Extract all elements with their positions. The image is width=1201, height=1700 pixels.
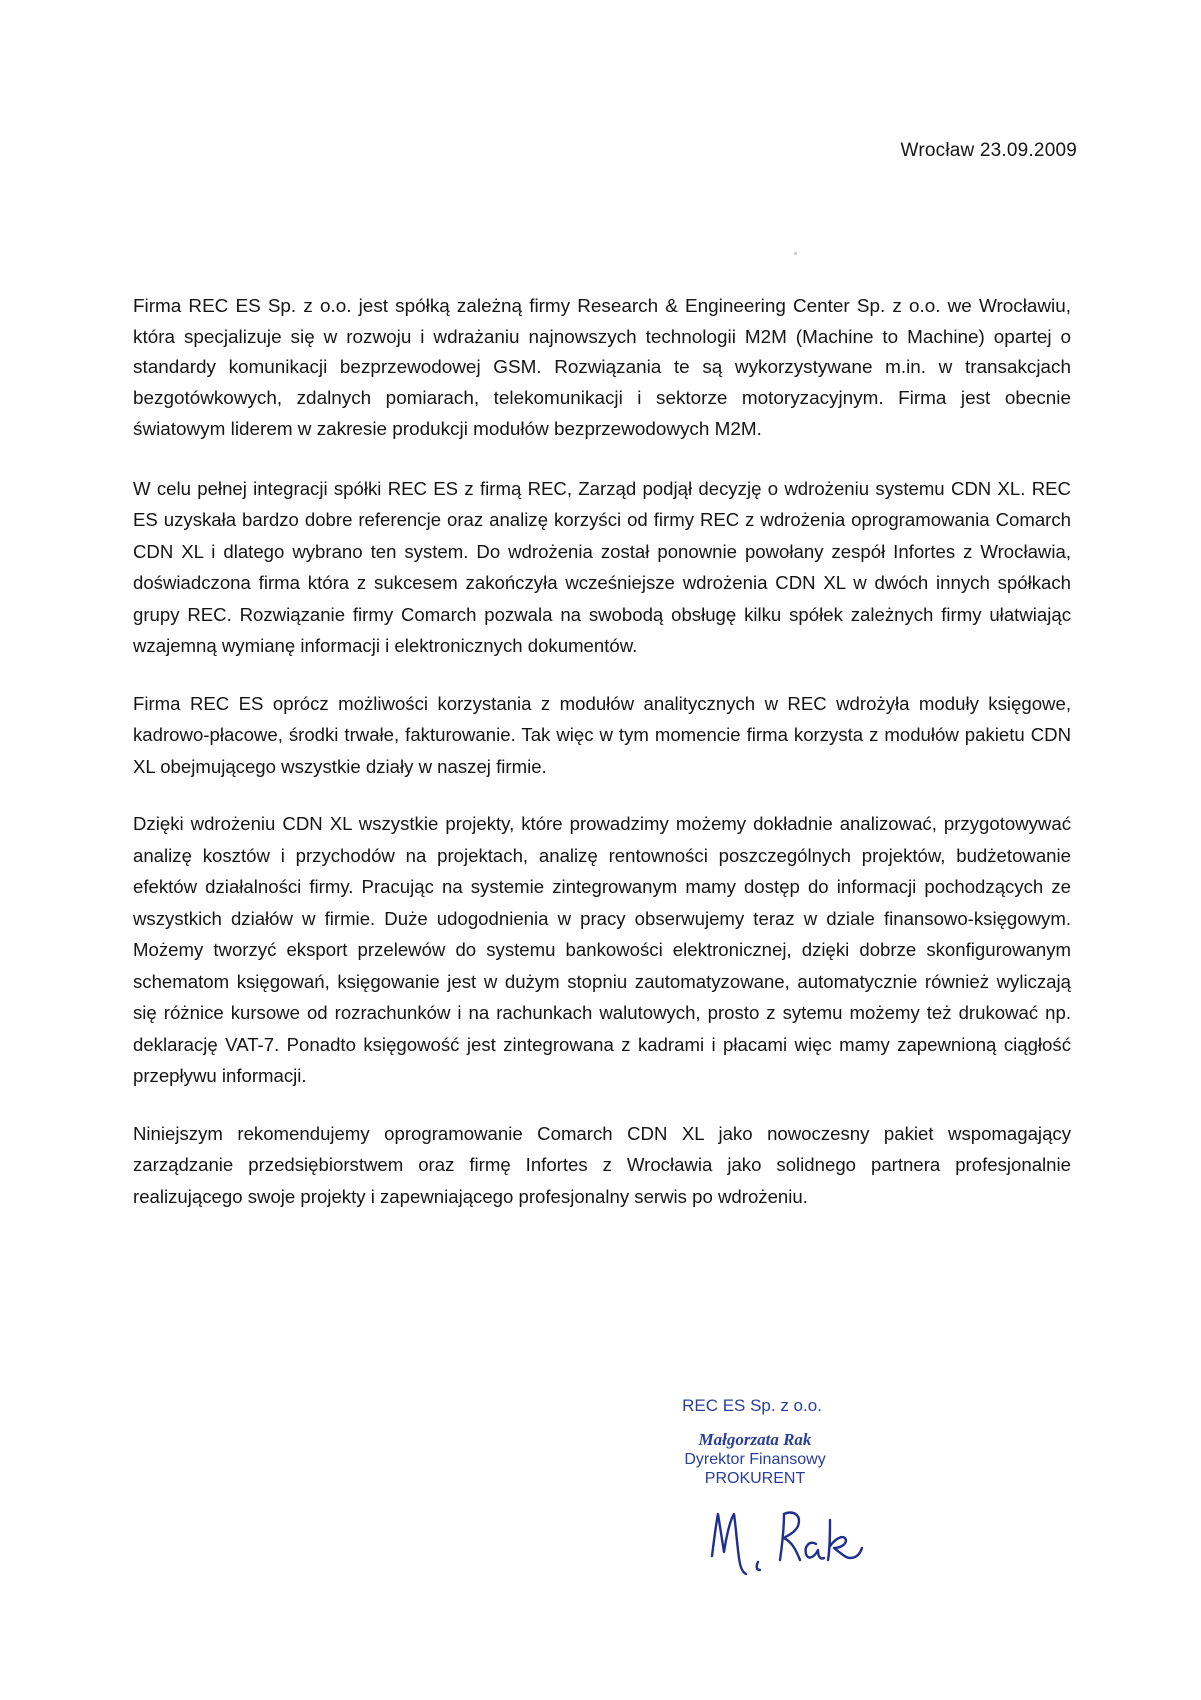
stamp-job-title: Dyrektor Finansowy bbox=[684, 1451, 826, 1468]
stamp-person-name: Małgorzata Rak bbox=[698, 1430, 812, 1449]
company-stamp bbox=[655, 1396, 855, 1488]
stamp-role: PROKURENT bbox=[704, 1470, 806, 1487]
letter-date: Wrocław 23.09.2009 bbox=[900, 140, 1077, 161]
paragraph-modules: Firma REC ES oprócz możliwości korzystania z modułów analitycznych w REC wdrożyła moduły księgowe, kadrowo-płacowe, środki trwałe, fakturowanie. Tak więc w tym momencie firma korzysta z modułów pakietu CDN XL obejmującego wszystkie działy w naszej firmie. bbox=[133, 692, 1071, 777]
paragraph-integration: W celu pełnej integracji spółki REC ES z firmą REC, Zarząd podjął decyzję o wdrożeniu systemu CDN XL. REC ES uzyskała bardzo dobre referencje oraz analizę korzyści od firmy REC z wdrożenia oprogramowania Comarch CDN XL i dlatego wybrano ten system. Do wdrożenia został ponownie powołany zespół Infortes z Wrocławia, doświadczona firma która z sukcesem zakończyła wcześniejsze wdrożenia CDN XL w dwóch innych spółkach grupy REC. Rozwiązanie firmy Comarch pozwala na swobodą obsługę kilku spółek zależnych firmy ułatwiając wzajemną wymianę informacji i elektronicznych dokumentów. bbox=[133, 477, 1071, 657]
scan-speck bbox=[794, 252, 797, 255]
stamp-company-name: REC ES Sp. z o.o. bbox=[682, 1396, 822, 1415]
paragraph-recommendation: Niniejszym rekomendujemy oprogramowanie Comarch CDN XL jako nowoczesny pakiet wspomagający zarządzanie przedsiębiorstwem oraz firmę Infortes z Wrocławia jako solidnego partnera profesjonalnie realizującego swoje projekty i zapewniającego profesjonalny serwis po wdrożeniu. bbox=[133, 1122, 1071, 1207]
letter-body bbox=[133, 292, 1071, 1238]
paragraph-benefits: Dzięki wdrożeniu CDN XL wszystkie projekty, które prowadzimy możemy dokładnie analizować, przygotowywać analizę kosztów i przychodów na projektach, analizę rentowności poszczególnych projektów, budżetowanie efektów działalności firmy. Pracując na systemie zintegrowanym mamy dostęp do informacji pochodzących ze wszystkich działów w firmie. Duże udogodnienia w pracy obserwujemy teraz w dziale finansowo-księgowym. Możemy tworzyć eksport przelewów do systemu bankowości elektronicznej, dzięki dobrze skonfigurowanym schematom księgowań, księgowanie jest w dużym stopniu zautomatyzowane, automatycznie również wyliczają się różnice kursowe od rozrachunków i na rachunkach walutowych, prosto z sytemu możemy też drukować np. deklarację VAT-7. Ponadto księgowość jest zintegrowana z kadrami i płacami więc mamy zapewnioną ciągłość przepływu informacji. bbox=[133, 813, 1071, 1087]
handwritten-signature-icon bbox=[706, 1500, 866, 1580]
paragraph-company-intro: Firma REC ES Sp. z o.o. jest spółką zależną firmy Research & Engineering Center Sp. z o.o. we Wrocławiu, która specjalizuje się w rozwoju i wdrażaniu najnowszych technologii M2M (Machine to Machine) opartej o standardy komunikacji bezprzewodowej GSM. Rozwiązania te są wykorzystywane m.in. w transakcjach bezgotówkowych, zdalnych pomiarach, telekomunikacji i sektorze motoryzacyjnym. Firma jest obecnie światowym liderem w zakresie produkcji modułów bezprzewodowych M2M. bbox=[133, 296, 1071, 440]
